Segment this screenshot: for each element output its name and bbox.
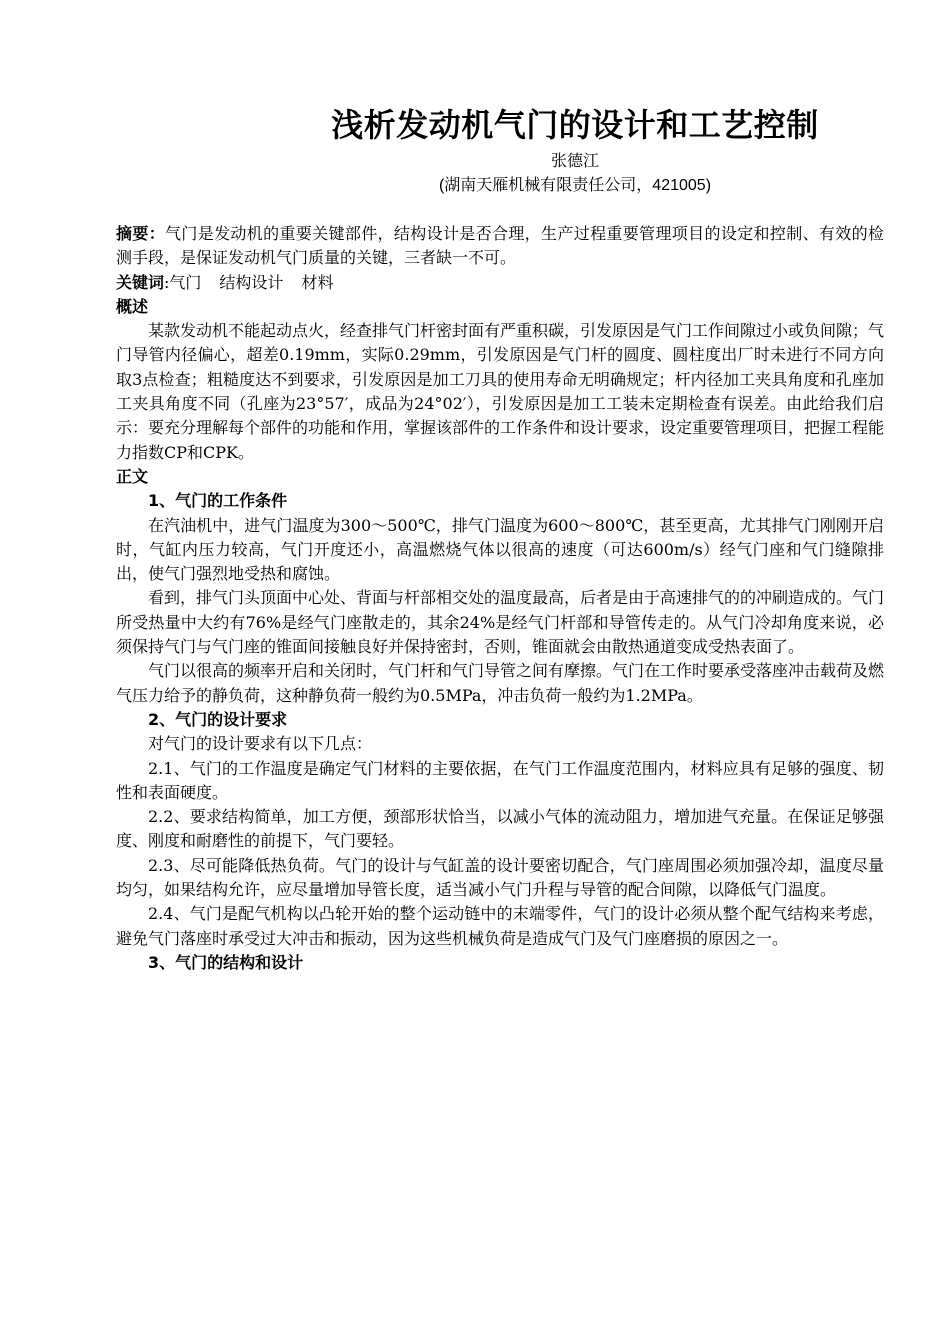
overview-paragraph: 某款发动机不能起动点火，经查排气门杆密封面有严重积碳，引发原因是气门工作间隙过小或负间隙；气门导管内径偏心，超差0.19mm，实际0.29mm，引发原因是气门杆的圆度、圆柱度出厂时未进行不同方向取3点检查；粗糙度达不到要求，引发原因是加工刀具的使用寿命无明确规定；杆内径加工夹具角度和孔座加工夹具角度不同（孔座为23°57′，成品为24°02′），引发原因是加工工装未定期检查有误差。由此给我们启示：要充分理解每个部件的功能和作用，掌握该部件的工作条件和设计要求，设定重要管理项目，把握工程能力指数CP和CPK。: [116, 321, 885, 462]
body-paragraph: 看到，排气门头顶面中心处、背面与杆部相交处的温度最高，后者是由于高速排气的的冲刷造成的。气门所受热量中大约有76%是经气门座散走的，其余24%是经气门杆部和导管传走的。从气门冷却角度来说，必须保持气门与气门座的锥面间接触良好并保持密封，否则，锥面就会由散热通道变成受热表面了。: [116, 588, 885, 657]
author-affiliation: (湖南天雁机械有限责任公司，421005): [438, 177, 712, 194]
body-paragraph: 2.3、尽可能降低热负荷。气门的设计与气缸盖的设计要密切配合，气门座周围必须加强冷却，温度尽量均匀，如果结构允许，应尽量增加导管长度，适当减小气门升程与导管的配合间隙，以降低气门温度。: [116, 855, 884, 900]
body-paragraph: 对气门的设计要求有以下几点：: [148, 734, 373, 754]
section-heading: 3、气门的结构和设计: [148, 952, 304, 972]
keyword-item: 材料: [301, 272, 334, 292]
keywords-colon: :: [164, 272, 170, 292]
section-heading: 2、气门的设计要求: [148, 709, 288, 729]
body-paragraph: 气门以很高的频率开启和关闭时，气门杆和气门导管之间有摩擦。气门在工作时要承受落座冲击载荷及燃气压力给予的静负荷，这种静负荷一般约为0.5MPa，冲击负荷一般约为1.2MPa。: [116, 661, 885, 705]
body-paragraph: 2.2、要求结构简单，加工方便，颈部形状恰当，以减小气体的流动阻力，增加进气充量。在保证足够强度、刚度和耐磨性的前提下，气门要轻。: [116, 807, 884, 851]
section-heading: 1、气门的工作条件: [148, 491, 288, 511]
abstract-text: 气门是发动机的重要关键部件，结构设计是否合理，生产过程重要管理项目的设定和控制、有效的检测手段，是保证发动机气门质量的关键，三者缺一不可。: [116, 224, 884, 268]
keywords: [116, 271, 884, 295]
body-heading: 正文: [116, 466, 149, 486]
spacer: [116, 198, 884, 222]
author-name: 张德江: [550, 153, 599, 170]
document-page: [116, 103, 884, 975]
body-paragraph: 在汽油机中，进气门温度为300～500℃，排气门温度为600～800℃，甚至更高，尤其排气门刚刚开启时，气缸内压力较高，气门开度还小，高温燃烧气体以很高的速度（可达600m/s）经气门座和气门缝隙排出，使气门强烈地受热和腐蚀。: [116, 515, 884, 584]
body-paragraph: 2.4、气门是配气机构以凸轮开始的整个运动链中的末端零件，气门的设计必须从整个配气结构来考虑，避免气门落座时承受过大冲击和振动，因为这些机械负荷是造成气门及气门座磨损的原因之一。: [116, 904, 884, 948]
overview-heading: 概述: [116, 296, 149, 316]
document-title: 浅析发动机气门的设计和工艺控制: [331, 106, 819, 144]
keyword-item: 气门: [169, 272, 202, 292]
abstract: [116, 222, 884, 271]
keyword-item: 结构设计: [219, 272, 284, 292]
keywords-label: 关键词: [116, 272, 165, 292]
abstract-label: 摘要：: [116, 224, 166, 243]
body-paragraph: 2.1、气门的工作温度是确定气门材料的主要依据，在气门工作温度范围内，材料应具有足够的强度、韧性和表面硬度。: [116, 758, 884, 802]
